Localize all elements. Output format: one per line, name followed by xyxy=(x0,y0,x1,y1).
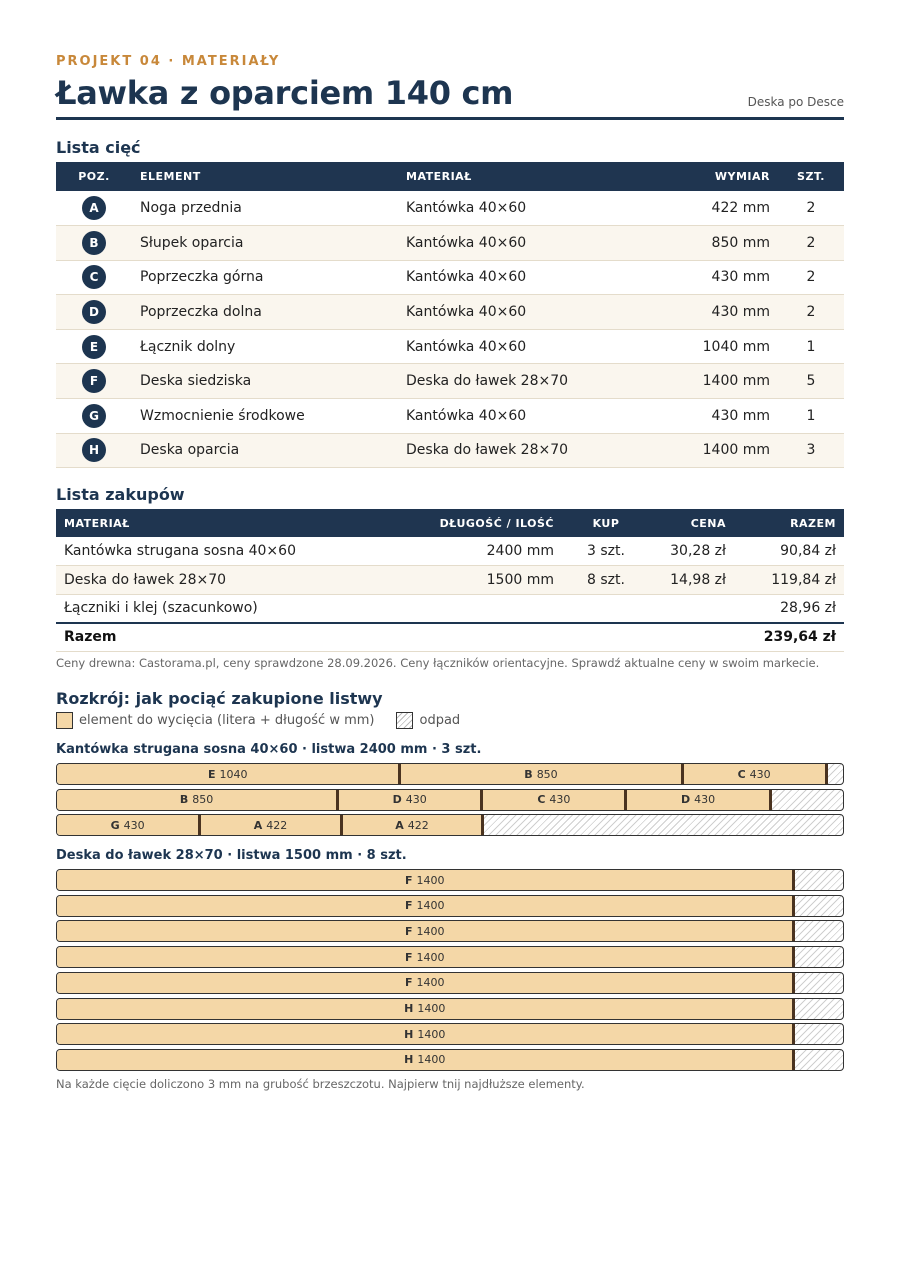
cut-piece xyxy=(401,764,680,784)
cut-piece xyxy=(339,790,480,810)
piece-letter: F xyxy=(404,899,413,913)
saw-kerf xyxy=(792,896,795,916)
legend-waste-swatch xyxy=(396,712,413,729)
cut-piece xyxy=(57,1050,792,1070)
piece-length: 1400 xyxy=(416,873,445,887)
material-cell: Kantówka 40×60 xyxy=(398,329,654,364)
table-row xyxy=(56,191,844,226)
piece-length: 1400 xyxy=(417,1027,446,1041)
buy-material-cell: Łączniki i klej (szacunkowo) xyxy=(56,594,426,623)
stock-bar xyxy=(56,920,844,942)
saw-kerf xyxy=(792,973,795,993)
element-cell: Deska oparcia xyxy=(132,433,398,468)
table-row xyxy=(56,566,844,595)
piece-length: 430 xyxy=(405,793,427,807)
cut-list-header-row xyxy=(56,162,844,191)
table-row xyxy=(56,537,844,566)
brand-name: Deska po Desce xyxy=(747,95,844,109)
size-cell: 430 mm xyxy=(654,260,778,295)
saw-kerf xyxy=(825,764,828,784)
buy-price-cell: 30,28 zł xyxy=(650,537,734,566)
buy-price-cell: 14,98 zł xyxy=(650,566,734,595)
piece-letter: F xyxy=(404,924,413,938)
col-element: ELEMENT xyxy=(132,162,398,191)
saw-kerf xyxy=(792,947,795,967)
material-cell: Deska do ławek 28×70 xyxy=(398,364,654,399)
piece-letter: D xyxy=(680,793,691,807)
size-cell: 430 mm xyxy=(654,399,778,434)
col-buy-price: CENA xyxy=(650,509,734,537)
cut-piece xyxy=(57,947,792,967)
qty-cell: 5 xyxy=(778,364,844,399)
stock-bar xyxy=(56,1023,844,1045)
saw-kerf xyxy=(792,1050,795,1070)
material-cell: Kantówka 40×60 xyxy=(398,191,654,226)
saw-kerf xyxy=(792,1024,795,1044)
table-row xyxy=(56,594,844,623)
layout-heading: Rozkrój: jak pociąć zakupione listwy xyxy=(56,689,383,708)
size-cell: 430 mm xyxy=(654,295,778,330)
piece-length: 430 xyxy=(749,767,771,781)
stock-bar xyxy=(56,946,844,968)
size-cell: 1040 mm xyxy=(654,329,778,364)
qty-cell: 2 xyxy=(778,260,844,295)
pos-cell xyxy=(56,364,132,399)
cut-piece xyxy=(684,764,825,784)
piece-length: 430 xyxy=(694,793,716,807)
stock-group-title: Deska do ławek 28×70 · listwa 1500 mm · 8 szt. xyxy=(56,848,407,863)
piece-letter: G xyxy=(110,818,120,832)
material-cell: Kantówka 40×60 xyxy=(398,295,654,330)
stock-bar xyxy=(56,998,844,1020)
saw-kerf xyxy=(792,870,795,890)
table-row xyxy=(56,295,844,330)
piece-length: 1400 xyxy=(416,899,445,913)
col-buy-qty: KUP xyxy=(562,509,650,537)
legend-waste-label: odpad xyxy=(419,713,461,728)
legend-piece-swatch xyxy=(56,712,73,729)
piece-length: 422 xyxy=(266,818,288,832)
cut-piece xyxy=(483,790,624,810)
piece-length: 1040 xyxy=(219,767,248,781)
buy-material-cell: Deska do ławek 28×70 xyxy=(56,566,426,595)
material-cell: Deska do ławek 28×70 xyxy=(398,433,654,468)
qty-cell: 1 xyxy=(778,329,844,364)
total-label: Razem xyxy=(56,623,426,652)
table-row xyxy=(56,329,844,364)
pos-badge: C xyxy=(82,265,106,289)
piece-length: 850 xyxy=(536,767,558,781)
size-cell: 850 mm xyxy=(654,226,778,261)
table-row xyxy=(56,433,844,468)
pos-badge: D xyxy=(82,300,106,324)
pos-cell xyxy=(56,191,132,226)
pos-badge: A xyxy=(82,196,106,220)
stock-bar xyxy=(56,869,844,891)
cut-piece xyxy=(57,870,792,890)
kerf-note: Na każde cięcie doliczono 3 mm na grubość brzeszczotu. Najpierw tnij najdłuższe elementy. xyxy=(56,1077,585,1091)
saw-kerf xyxy=(792,921,795,941)
piece-letter: F xyxy=(404,976,413,990)
piece-length: 430 xyxy=(123,818,145,832)
total-row xyxy=(56,623,844,652)
piece-length: 1400 xyxy=(416,924,445,938)
piece-letter: E xyxy=(207,767,216,781)
element-cell: Wzmocnienie środkowe xyxy=(132,399,398,434)
element-cell: Poprzeczka górna xyxy=(132,260,398,295)
price-note: Ceny drewna: Castorama.pl, ceny sprawdzone 28.09.2026. Ceny łączników orientacyjne. Sprawdź aktualne ceny w swoim markecie. xyxy=(56,656,820,670)
total-value: 239,64 zł xyxy=(734,623,844,652)
cut-list-table xyxy=(56,162,844,468)
pos-badge: E xyxy=(82,335,106,359)
size-cell: 422 mm xyxy=(654,191,778,226)
size-cell: 1400 mm xyxy=(654,433,778,468)
col-buy-length: DŁUGOŚĆ / ILOŚĆ xyxy=(426,509,562,537)
table-row xyxy=(56,399,844,434)
cut-piece xyxy=(57,896,792,916)
cut-piece xyxy=(57,815,198,835)
piece-letter: A xyxy=(395,818,404,832)
piece-letter: B xyxy=(524,767,533,781)
material-cell: Kantówka 40×60 xyxy=(398,260,654,295)
shopping-header-row xyxy=(56,509,844,537)
buy-length-cell: 1500 mm xyxy=(426,566,562,595)
cut-piece xyxy=(57,999,792,1019)
element-cell: Poprzeczka dolna xyxy=(132,295,398,330)
piece-letter: H xyxy=(404,1002,414,1015)
element-cell: Deska siedziska xyxy=(132,364,398,399)
element-cell: Noga przednia xyxy=(132,191,398,226)
buy-length-cell xyxy=(426,594,562,623)
layout-legend xyxy=(56,712,460,729)
cut-piece xyxy=(57,764,398,784)
project-eyebrow: PROJEKT 04 · MATERIAŁY xyxy=(56,54,281,69)
piece-letter: B xyxy=(179,793,189,807)
col-qty: SZT. xyxy=(778,162,844,191)
pos-badge: F xyxy=(82,369,106,393)
pos-cell xyxy=(56,329,132,364)
buy-qty-cell: 8 szt. xyxy=(562,566,650,595)
stock-bar xyxy=(56,1049,844,1071)
piece-length: 1400 xyxy=(416,950,445,964)
cut-piece xyxy=(343,815,482,835)
stock-group-title: Kantówka strugana sosna 40×60 · listwa 2400 mm · 3 szt. xyxy=(56,742,482,757)
cut-piece xyxy=(627,790,768,810)
stock-bar xyxy=(56,789,844,811)
cut-piece xyxy=(57,790,336,810)
element-cell: Łącznik dolny xyxy=(132,329,398,364)
col-buy-material: MATERIAŁ xyxy=(56,509,426,537)
piece-letter: D xyxy=(392,793,402,807)
stock-bar xyxy=(56,895,844,917)
piece-length: 1400 xyxy=(416,976,445,990)
buy-price-cell xyxy=(650,594,734,623)
table-row xyxy=(56,260,844,295)
piece-length: 1400 xyxy=(417,1053,446,1067)
stock-bar xyxy=(56,814,844,836)
qty-cell: 2 xyxy=(778,226,844,261)
piece-length: 422 xyxy=(407,818,429,832)
pos-badge: G xyxy=(82,404,106,428)
size-cell: 1400 mm xyxy=(654,364,778,399)
piece-letter: H xyxy=(404,1053,414,1067)
piece-letter: C xyxy=(537,793,546,807)
buy-qty-cell xyxy=(562,594,650,623)
stock-bar xyxy=(56,763,844,785)
col-buy-total: RAZEM xyxy=(734,509,844,537)
buy-qty-cell: 3 szt. xyxy=(562,537,650,566)
pos-badge: H xyxy=(82,438,106,462)
piece-letter: H xyxy=(404,1027,414,1041)
legend-piece-label: element do wycięcia (litera + długość w mm) xyxy=(79,713,375,728)
col-material: MATERIAŁ xyxy=(398,162,654,191)
pos-cell xyxy=(56,433,132,468)
qty-cell: 1 xyxy=(778,399,844,434)
pos-cell xyxy=(56,399,132,434)
buy-total-cell: 28,96 zł xyxy=(734,594,844,623)
title-rule xyxy=(56,117,844,120)
table-row xyxy=(56,364,844,399)
cut-piece xyxy=(57,973,792,993)
col-size: WYMIAR xyxy=(654,162,778,191)
material-cell: Kantówka 40×60 xyxy=(398,226,654,261)
shopping-list-table xyxy=(56,509,844,652)
piece-letter: C xyxy=(737,767,746,781)
element-cell: Słupek oparcia xyxy=(132,226,398,261)
cut-piece xyxy=(57,1024,792,1044)
piece-length: 430 xyxy=(549,793,571,807)
piece-letter: F xyxy=(404,873,413,887)
pos-badge: B xyxy=(82,231,106,255)
material-cell: Kantówka 40×60 xyxy=(398,399,654,434)
pos-cell xyxy=(56,260,132,295)
saw-kerf xyxy=(481,815,484,835)
stock-bar xyxy=(56,972,844,994)
buy-total-cell: 119,84 zł xyxy=(734,566,844,595)
qty-cell: 3 xyxy=(778,433,844,468)
cut-piece xyxy=(201,815,340,835)
col-pos: POZ. xyxy=(56,162,132,191)
page-title: Ławka z oparciem 140 cm xyxy=(56,74,514,112)
buy-length-cell: 2400 mm xyxy=(426,537,562,566)
pos-cell xyxy=(56,226,132,261)
piece-letter: A xyxy=(253,818,263,832)
saw-kerf xyxy=(769,790,772,810)
pos-cell xyxy=(56,295,132,330)
cut-piece xyxy=(57,921,792,941)
buy-material-cell: Kantówka strugana sosna 40×60 xyxy=(56,537,426,566)
saw-kerf xyxy=(792,999,795,1019)
buy-total-cell: 90,84 zł xyxy=(734,537,844,566)
qty-cell: 2 xyxy=(778,295,844,330)
piece-letter: F xyxy=(404,950,413,964)
piece-length: 1400 xyxy=(417,1002,446,1015)
qty-cell: 2 xyxy=(778,191,844,226)
shopping-list-heading: Lista zakupów xyxy=(56,485,185,504)
table-row xyxy=(56,226,844,261)
piece-length: 850 xyxy=(192,793,214,807)
cut-list-heading: Lista cięć xyxy=(56,138,141,157)
